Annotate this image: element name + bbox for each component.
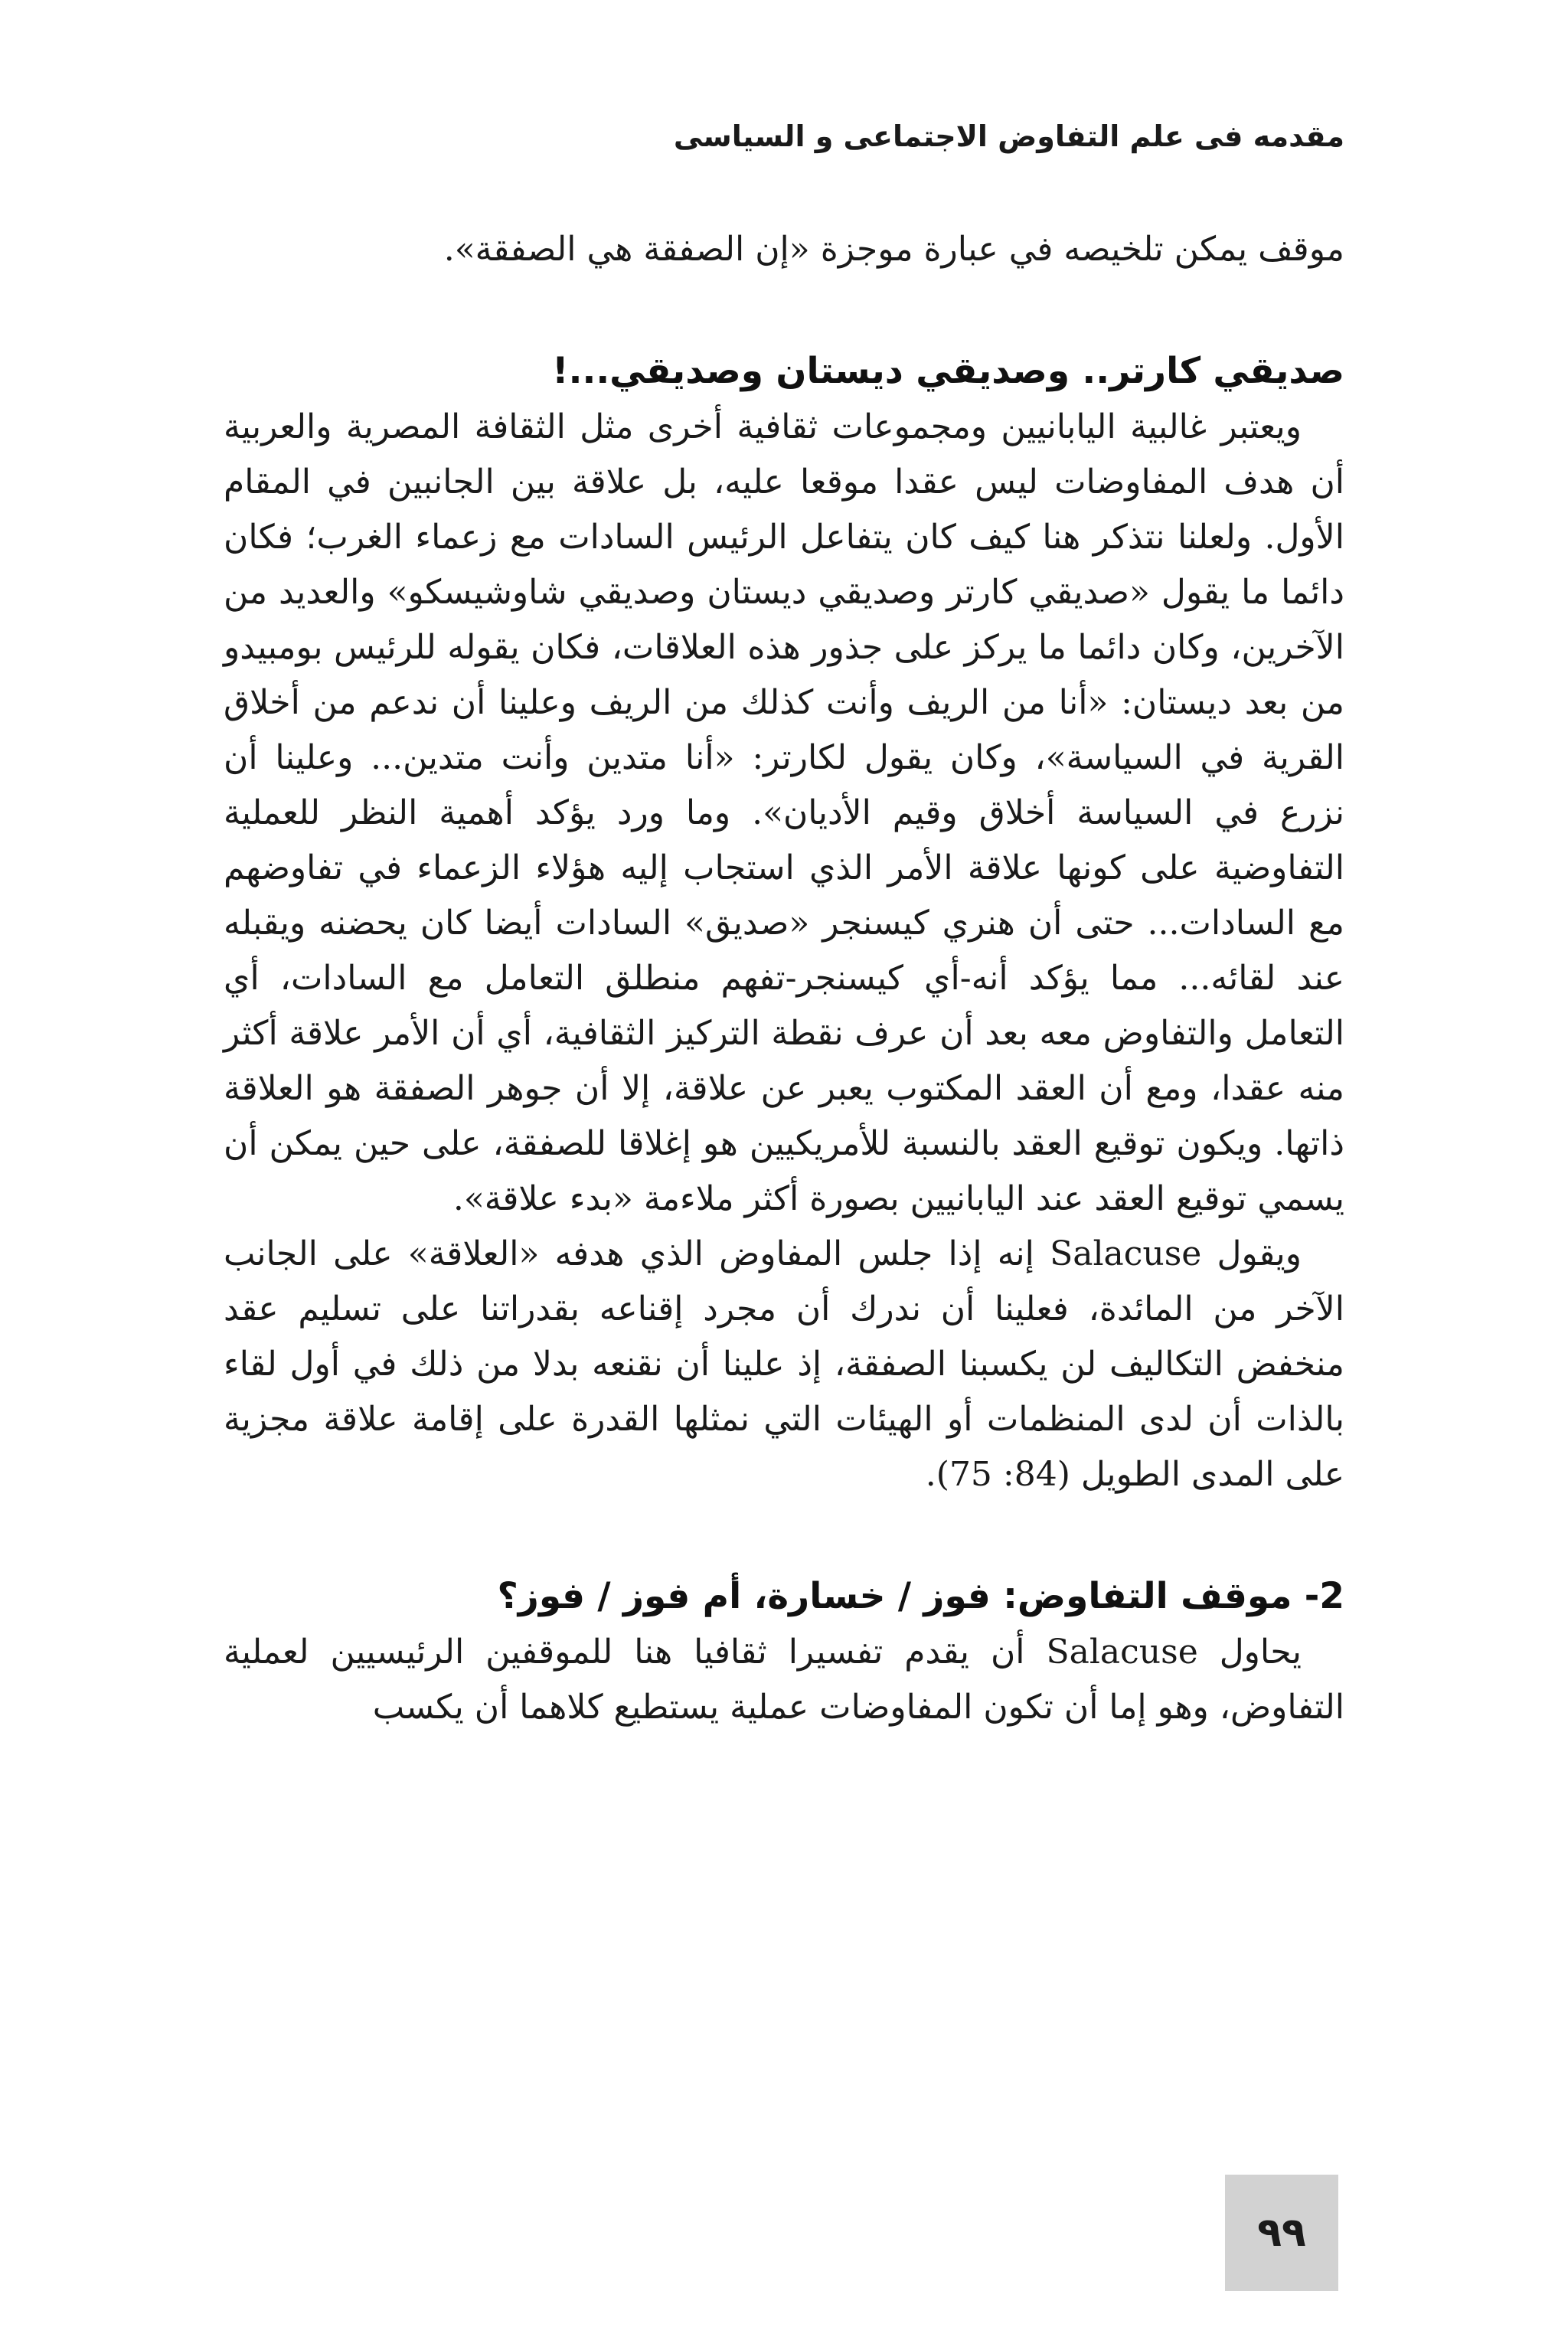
paragraph-4: يحاول Salacuse أن يقدم تفسيرا ثقافيا هنا للموقفين الرئيسيين لعملية التفاوض، وهو إما أن تكون المفاوضات عملية يستطيع كلاهما أن يكسب [224,1633,1344,1727]
page-number-box [1225,2175,1338,2291]
paragraph-1: موقف يمكن تلخيصه في عبارة موجزة «إن الصفقة هي الصفقة». [443,230,1344,269]
section-heading-negotiation-stance: 2- موقف التفاوض: فوز / خسارة، أم فوز / فوز؟ [497,1575,1344,1617]
section-gap [224,1502,1344,1568]
body-text [224,222,1344,1735]
paragraph-3: ويقول Salacuse إنه إذا جلس المفاوض الذي هدفه «العلاقة» على الجانب الآخر من المائدة، فعلينا أن ندرك أن مجرد إقناعه بقدراتنا على تسليم عقد منخفض التكاليف لن يكسبنا الصفقة، إذ علينا أن نقنعه بدلا من ذلك في أول لقاء بالذات أن لدى المنظمات أو الهيئات التي نمثلها القدرة على إقامة علاقة مجزية على المدى الطويل (84: 75). [224,1234,1344,1494]
paragraph-2: ويعتبر غالبية اليابانيين ومجموعات ثقافية أخرى مثل الثقافة المصرية والعربية أن هدف المفاوضات ليس عقدا موقعا عليه، بل علاقة بين الجانبين في المقام الأول. ولعلنا نتذكر هنا كيف كان يتفاعل الرئيس السادات مع زعماء الغرب؛ فكان دائما ما يقول «صديقي كارتر وصديقي ديستان وصديقي شاوشيسكو» والعديد من الآخرين، وكان دائما ما يركز على جذور هذه العلاقات، فكان يقوله للرئيس بومبيدو من بعد ديستان: «أنا من الريف وأنت كذلك من الريف وعلينا أن ندعم من أخلاق القرية في السياسة»، وكان يقول لكارتر: «أنا متدين وأنت متدين... وعلينا أن نزرع في السياسة أخلاق وقيم الأديان». وما ورد يؤكد أهمية النظر للعملية التفاوضية على كونها علاقة الأمر الذي استجاب إليه هؤلاء الزعماء في تفاوضهم مع السادات... حتى أن هنري كيسنجر «صديق» السادات أيضا كان يحضنه ويقبله عند لقائه... مما يؤكد أنه-أي كيسنجر-تفهم منطلق التعامل مع السادات، أي التعامل والتفاوض معه بعد أن عرف نقطة التركيز الثقافية، أي أن الأمر علاقة أكثر منه عقدا، ومع أن العقد المكتوب يعبر عن علاقة، إلا أن جوهر الصفقة هو العلاقة ذاتها. ويكون توقيع العقد بالنسبة للأمريكيين هو إغلاقا للصفقة، على حين يمكن أن يسمي توقيع العقد عند اليابانيين بصورة أكثر ملاءمة «بدء علاقة». [224,407,1344,1218]
running-header: مقدمه فى علم التفاوض الاجتماعى و السياسى [673,119,1344,153]
section-gap [224,277,1344,343]
page-number: ٩٩ [1257,2210,1306,2256]
section-heading-friends: صديقي كارتر.. وصديقي ديستان وصديقي...! [552,350,1344,392]
